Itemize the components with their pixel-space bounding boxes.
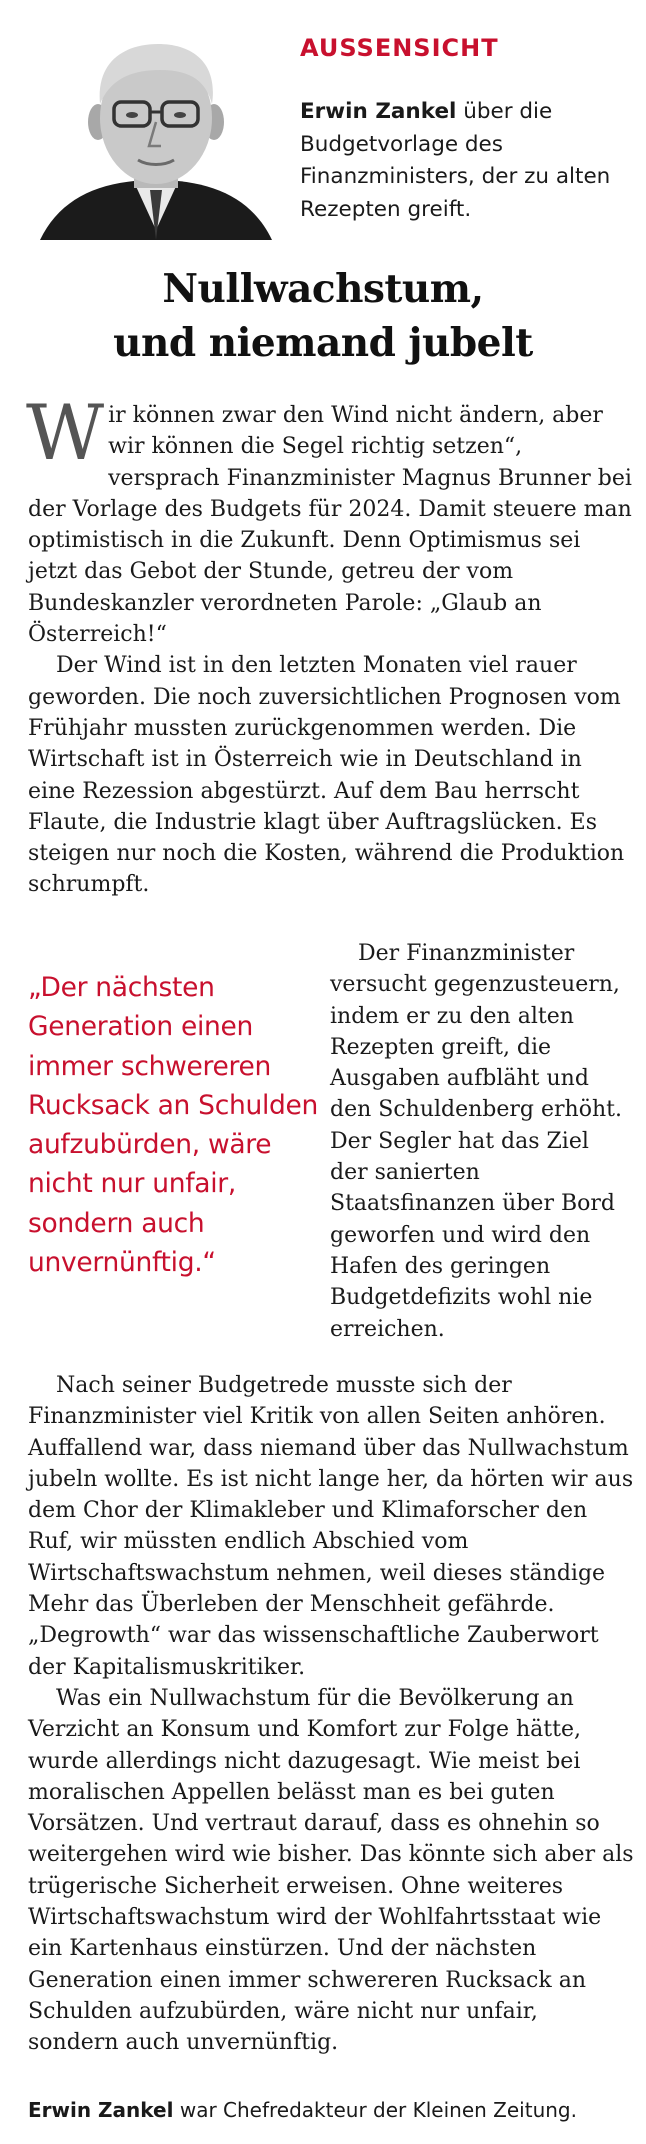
author-name: Erwin Zankel	[300, 99, 457, 124]
paragraph-1-text: ir können zwar den Wind nicht ändern, aber wir können die Segel richtig setzen“, versprach Finanzminister Magnus Brunner bei der Vorlage des Budgets für 2024. Damit steuere man optimistisch in die Zukunft. Denn Optimismus sei jetzt das Gebot der Stunde, getreu der vom Bundeskanzler verordneten Parole: „Glaub an Österreich!“	[28, 403, 632, 648]
bio-name: Erwin Zankel	[28, 2098, 174, 2122]
author-bio	[28, 2096, 638, 2124]
paragraph-4: Nach seiner Budgetrede musste sich der Finanzminister viel Kritik von allen Seiten anhören. Auffallend war, dass niemand über das Nullwachstum jubeln wollte. Es ist nicht lange her, da hörten wir aus dem Chor der Klimakleber und Klimaforscher den Ruf, wir müssten endlich Abschied vom Wirtschaftswachstum nehmen, weil dieses ständige Mehr das Überleben der Menschheit gefährde. „Degrowth“ war das wissenschaftliche Zauberwort der Kapitalismuskritiker.	[28, 1373, 634, 1680]
author-teaser	[300, 96, 630, 226]
paragraph-1	[26, 388, 634, 650]
paragraph-5: Was ein Nullwachstum für die Bevölkerung an Verzicht an Konsum und Komfort zur Folge hätte, wurde allerdings nicht dazugesagt. Wie meist bei moralischen Appellen belässt man es bei guten Vorsätzen. Und vertraut darauf, dass es ohnehin so weitergehen wird wie bisher. Das könnte sich aber als trügerische Sicherheit erweisen. Ohne weiteres Wirtschaftswachstum wird der Wohlfahrtsstaat wie ein Kartenhaus einstürzen. Und der nächsten Generation einen immer schwereren Rucksack an Schulden aufzubürden, wäre nicht nur unfair, sondern auch unvernünftig.	[28, 1685, 634, 2056]
drop-cap: W	[26, 388, 105, 477]
pull-quote: „Der nächsten Generation einen immer schwereren Rucksack an Schulden aufzubürden, wäre nicht nur unfair, sondern auch unvernünftig.“	[28, 972, 319, 1279]
article-body-right	[330, 938, 630, 1345]
headline-line-1: Nullwachstum,	[162, 266, 484, 312]
column-kicker: AUSSENSICHT	[300, 34, 499, 62]
article-body-top	[26, 388, 634, 901]
paragraph-2: Der Wind ist in den letzten Monaten viel rauer geworden. Die noch zuversichtlichen Prognosen vom Frühjahr mussten zurückgenommen werden. Die Wirtschaft ist in Österreich wie in Deutschland in eine Rezession abgestürzt. Auf dem Bau herrscht Flaute, die Industrie klagt über Auftragslücken. Es steigen nur noch die Kosten, während die Produktion schrumpft.	[28, 653, 625, 898]
headline-line-2: und niemand jubelt	[113, 320, 533, 366]
teaser-text: über die Budgetvorlage des Finanzministers, der zu alten Rezepten greift.	[300, 99, 611, 222]
author-portrait-icon	[30, 30, 282, 240]
article-body-bottom	[28, 1370, 634, 2059]
paragraph-3: Der Finanzminister versucht gegenzusteuern, indem er zu den alten Rezepten greift, die Ausgaben aufbläht und den Schuldenberg erhöht. Der Segler hat das Ziel der sanierten Staatsfinanzen über Bord geworfen und wird den Hafen des geringen Budgetdefizits wohl nie erreichen.	[330, 941, 622, 1342]
headline	[0, 262, 646, 370]
bio-text: war Chefredakteur der Kleinen Zeitung.	[173, 2098, 577, 2122]
